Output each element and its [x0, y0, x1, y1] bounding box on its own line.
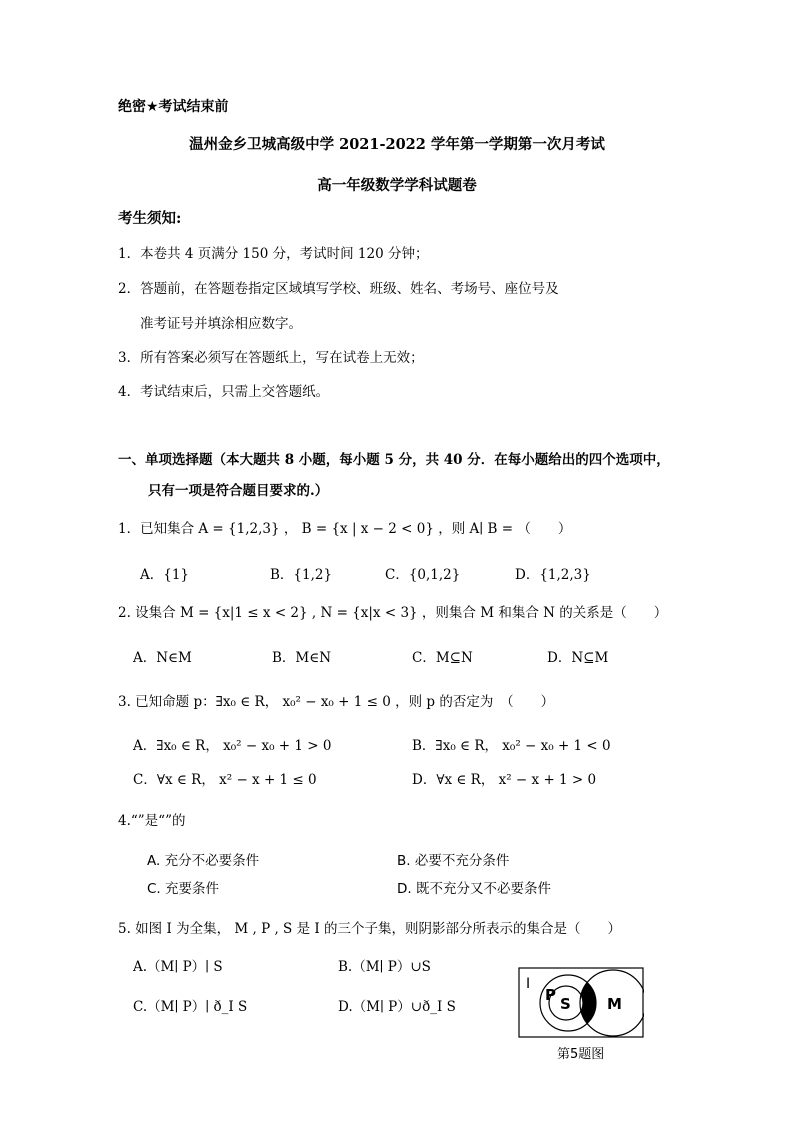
question-2-stem: 2. 设集合 M = {x|1 ≤ x < 2} , N = {x|x < 3} ，则集合 M 和集合 N 的关系是（ ） [118, 605, 668, 621]
question-3-option-a: A．∃x₀ ∈ R， x₀² − x₀ + 1 > 0 [133, 738, 332, 754]
label-p: P [545, 986, 556, 1004]
question-2-option-c: C．M⊆N [412, 650, 473, 666]
notice-item-1: 1．本卷共 4 页满分 150 分，考试时间 120 分钟； [118, 246, 429, 262]
question-2-option-a: A．N∈M [133, 650, 192, 666]
question-1-stem: 1．已知集合 A = {1,2,3} ， B = {x | x − 2 < 0} ，则 A∣ B = （ ） [118, 521, 572, 537]
question-1-option-c: C．{0,1,2} [385, 567, 461, 583]
question-4-stem: 4.“”是“”的 [118, 813, 186, 829]
section-heading-cont: 只有一项是符合题目要求的.） [148, 483, 329, 499]
question-5-option-a: A.（M∣ P）∣ S [133, 959, 223, 975]
question-5-stem: 5. 如图 I 为全集， M , P , S 是 I 的三个子集，则阴影部分所表示的集合是（ ） [118, 921, 621, 937]
question-5-option-d: D.（M∣ P）∪ð_I S [338, 999, 456, 1015]
notice-heading: 考生须知: [118, 210, 182, 227]
label-universe: I [526, 976, 531, 992]
label-m: M [607, 995, 622, 1013]
question-4-option-b: B. 必要不充分条件 [397, 853, 510, 869]
question-3-option-d: D．∀x ∈ R， x² − x + 1 > 0 [412, 772, 597, 788]
question-3-option-c: C．∀x ∈ R， x² − x + 1 ≤ 0 [133, 772, 317, 788]
question-1-option-d: D．{1,2,3} [515, 567, 591, 583]
notice-item-3: 3．所有答案必须写在答题纸上，写在试卷上无效； [118, 350, 424, 366]
question-5-option-c: C.（M∣ P）∣ ð_I S [133, 999, 248, 1015]
notice-item-2: 2．答题前，在答题卷指定区域填写学校、班级、姓名、考场号、座位号及 [118, 281, 559, 297]
question-4-option-c: C. 充要条件 [147, 881, 220, 897]
exam-title: 温州金乡卫城高级中学 2021-2022 学年第一学期第一次月考试 [189, 136, 605, 153]
question-2-option-b: B．M∈N [272, 650, 332, 666]
notice-item-4: 4．考试结束后，只需上交答题纸。 [118, 384, 330, 400]
question-1-option-b: B．{1,2} [270, 567, 333, 583]
label-s: S [560, 995, 571, 1013]
question-4-option-a: A. 充分不必要条件 [147, 853, 260, 869]
exam-subtitle: 高一年级数学学科试题卷 [317, 177, 477, 194]
question-5-option-b: B.（M∣ P）∪S [338, 959, 431, 975]
notice-item-2-cont: 准考证号并填涂相应数字。 [140, 316, 302, 332]
question-4-option-d: D. 既不充分又不必要条件 [397, 881, 551, 897]
question-1-option-a: A．{1} [140, 567, 190, 583]
question-2-option-d: D．N⊆M [547, 650, 609, 666]
question-3-option-b: B．∃x₀ ∈ R， x₀² − x₀ + 1 < 0 [412, 738, 611, 754]
question-3-stem: 3. 已知命题 p：∃x₀ ∈ R， x₀² − x₀ + 1 ≤ 0 ，则 p 的否定为 （ ） [118, 694, 555, 710]
venn-diagram [518, 967, 644, 1039]
section-heading: 一、单项选择题（本大题共 8 小题，每小题 5 分，共 40 分．在每小题给出的四个选项中， [118, 452, 670, 468]
secret-mark: 绝密★考试结束前 [118, 99, 229, 115]
figure-caption: 第5题图 [557, 1047, 605, 1062]
